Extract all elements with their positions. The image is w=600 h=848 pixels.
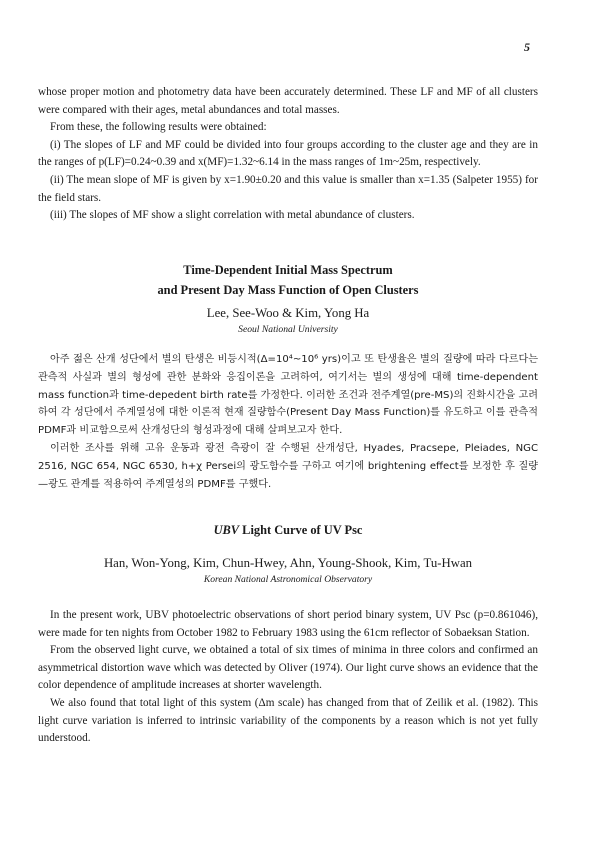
abstract-paragraph: 이러한 조사를 위해 고유 운동과 광전 측광이 잘 수행된 산개성단, Hyades, Pracsepe, Pleiades, NGC 2516, NGC 654, NGC 6530, h+χ Persei의 광도함수를 구하고 여기에 brightening effect를 보정한 후 질량—광도 관계를 적용하여 주계열성의 PDMF를 구했다. [38,442,538,490]
section-title: and Present Day Mass Function of Open Clusters [157,283,419,297]
section-title-rest: Light Curve of UV Psc [239,523,363,537]
section-title-italic: UBV [213,523,240,537]
abstract-body [38,607,538,748]
abstract-paragraph: We also found that total light of this system (Δm scale) has changed from that of Zeilik et al. (1982). This light curve variation is inferred to intrinsic variability of the components by a reason which is not yet fully understood. [38,696,538,745]
section-time-dependent-imf [38,260,538,493]
result-item: (ii) The mean slope of MF is given by x=1.90±0.20 and this value is smaller than x=1.35 (Salpeter 1955) for the field stars. [38,173,538,204]
section-authors: Han, Won-Yong, Kim, Chun-Hwey, Ahn, Young-Shook, Kim, Tu-Hwan [103,556,473,570]
section-affiliation: Seoul National University [238,324,338,335]
abstract-paragraph: From the observed light curve, we obtained a total of six times of minima in three colors and confirmed an asymmetrical distortion wave which was detected by Oliver (1974). Our light curve shows an evidence that the color dependence of amplitude increases at shorter wavelength. [38,644,538,692]
intro-paragraph: whose proper motion and photometry data have been accurately determined. These LF and MF of all clusters were compared with their ages, metal abundances and total masses. [38,86,538,116]
intro-text [38,84,538,225]
result-item: (iii) The slopes of MF show a slight correlation with metal abundance of clusters. [50,209,415,222]
section-title [38,520,538,540]
abstract-paragraph: In the present work, UBV photoelectric observations of short period binary system, UV Psc (p=0.861046), were made for ten nights from October 1982 to February 1983 using the 61cm reflector of Sobaeksan Station. [38,609,538,639]
page-number: 5 [524,40,530,54]
section-affiliation: Korean National Astronomical Observatory [203,574,373,585]
section-title: Time-Dependent Initial Mass Spectrum [183,263,393,277]
abstract-paragraph: 아주 젊은 산개 성단에서 별의 탄생은 비등시적(Δ=10⁴~10⁶ yrs)이고 또 탄생율은 별의 질량에 따라 다르다는 관측적 사실과 별의 형성에 관한 분화와 응집이론을 고려하여, 여기서는 별의 생성에 대해 time-dependent mass function과 time-depedent birth rate를 가정한다. 이러한 조건과 전주계열(pre-MS)의 진화시간을 고려하여 각 성단에서 주계열성에 대한 이론적 현재 질량함수(Present Day Mass Function)를 유도하고 이를 관측적 PDMF과 비교함으로써 산개성단의 형성과정에 대해 살펴보고자 한다. [38,354,538,437]
intro-paragraph: From these, the following results were obtained: [50,121,267,134]
result-item: (i) The slopes of LF and MF could be divided into four groups according to the cluster age and they are in the ranges of p(LF)=0.24~0.39 and x(MF)=1.32~6.14 in the mass ranges of 1m~25m, respectively. [38,138,538,169]
section-ubv-light-curve [38,520,538,748]
section-authors: Lee, See-Woo & Kim, Yong Ha [206,306,370,320]
